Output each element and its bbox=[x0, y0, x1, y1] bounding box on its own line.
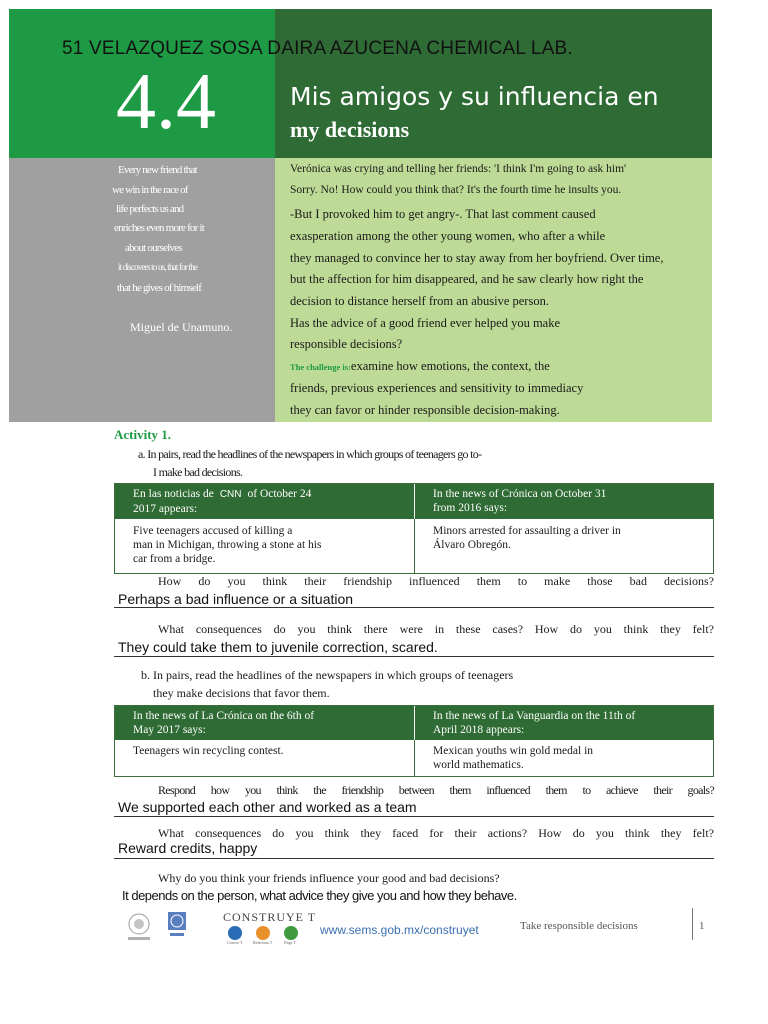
header-text: of October 24 bbox=[247, 488, 312, 500]
table-header-cell bbox=[115, 484, 414, 519]
table-header-row bbox=[115, 484, 713, 519]
footer-divider bbox=[692, 908, 693, 940]
challenge-label: The challenge is: bbox=[290, 362, 351, 372]
relaciona-t-icon bbox=[256, 926, 270, 940]
challenge-line bbox=[290, 359, 550, 374]
intro-line: responsible decisions? bbox=[290, 337, 403, 351]
un-emblem-icon bbox=[168, 912, 186, 942]
question-1: How do you think their friendship influenced them to make those bad decisions? bbox=[158, 574, 714, 588]
quote-line: that he gives of himself bbox=[117, 282, 202, 294]
question-3: Respond how you think the friendship between them influenced them to achieve their goals? bbox=[158, 783, 714, 797]
quote-line: life perfects us and bbox=[116, 203, 184, 215]
question-5: Why do you think your friends influence your good and bad decisions? bbox=[158, 871, 500, 885]
cell-text: Five teenagers accused of killing a bbox=[133, 525, 293, 537]
table-cell bbox=[115, 519, 414, 573]
table-row bbox=[115, 519, 713, 573]
lesson-title-line1: Mis amigos y su influencia en bbox=[290, 82, 659, 111]
cell-text: man in Michigan, throwing a stone at his bbox=[133, 539, 322, 551]
intro-line: Has the advice of a good friend ever helped you make bbox=[290, 316, 561, 330]
answer-3[interactable]: We supported each other and worked as a team bbox=[118, 799, 417, 815]
intro-line: -But I provoked him to get angry-. That last comment caused bbox=[290, 207, 596, 221]
relaciona-t-label: Relaciona T bbox=[253, 940, 273, 945]
cell-text: Mexican youths win gold medal in bbox=[433, 745, 594, 757]
cell-text: Álvaro Obregón. bbox=[433, 539, 511, 551]
header-text: In the news of La Vanguardia on the 11th of bbox=[433, 710, 636, 722]
challenge-line: friends, previous experiences and sensitivity to immediacy bbox=[290, 381, 584, 395]
header-text: In the news of Crónica on October 31 bbox=[433, 488, 607, 500]
footer-section-title: Take responsible decisions bbox=[520, 920, 638, 932]
header-text: April 2018 appears: bbox=[433, 724, 525, 736]
student-line: 51 VELAZQUEZ SOSA DAIRA AZUCENA CHEMICAL LAB. bbox=[62, 38, 573, 59]
question-4: What consequences do you think they faced for their actions? How do you think they felt? bbox=[158, 826, 714, 840]
instruction-b-line2: they make decisions that favor them. bbox=[153, 686, 330, 700]
instruction-a-line2: I make bad decisions. bbox=[153, 465, 243, 479]
table-header-cell bbox=[414, 484, 713, 519]
intro-line: decision to distance herself from an abusive person. bbox=[290, 294, 549, 308]
lesson-title-line2: my decisions bbox=[290, 117, 410, 142]
activity-title: Activity 1. bbox=[114, 427, 172, 442]
table-cell bbox=[414, 740, 713, 776]
cell-text: Teenagers win recycling contest. bbox=[133, 745, 284, 757]
construye-t-logo: CONSTRUYE T bbox=[223, 910, 317, 924]
answer-rule bbox=[114, 607, 714, 608]
quote-line: enriches even more for it bbox=[114, 222, 204, 234]
table-header-cell bbox=[414, 706, 713, 740]
news-table-a bbox=[114, 483, 714, 574]
elige-t-icon bbox=[284, 926, 298, 940]
table-header-row bbox=[115, 706, 713, 740]
table-cell bbox=[414, 519, 713, 573]
header-text: May 2017 says: bbox=[133, 724, 206, 736]
conoce-t-icon bbox=[228, 926, 242, 940]
answer-5[interactable]: It depends on the person, what advice they give you and how they behave. bbox=[122, 888, 517, 903]
quote-line: Every new friend that bbox=[118, 164, 197, 176]
conoce-t-label: Conoce T bbox=[227, 940, 243, 945]
answer-4[interactable]: Reward credits, happy bbox=[118, 840, 258, 856]
intro-line: but the affection for him disappeared, and he saw clearly how right the bbox=[290, 272, 644, 286]
intro-line: exasperation among the other young women, who after a while bbox=[290, 229, 606, 243]
lesson-number: 4.4 bbox=[116, 58, 216, 146]
answer-rule bbox=[114, 656, 714, 657]
sep-seal-icon bbox=[125, 912, 153, 944]
elige-t-label: Elige T bbox=[284, 940, 296, 945]
intro-line: Sorry. No! How could you think that? It's the fourth time he insults you. bbox=[290, 184, 622, 196]
cnn-logo: CNN bbox=[219, 489, 242, 500]
challenge-line: they can favor or hinder responsible decision-making. bbox=[290, 403, 560, 417]
cell-text: car from a bridge. bbox=[133, 553, 216, 565]
answer-2[interactable]: They could take them to juvenile correction, scared. bbox=[118, 639, 438, 655]
quote-author: Miguel de Unamuno. bbox=[130, 320, 233, 334]
header-text: 2017 appears: bbox=[133, 503, 198, 515]
intro-line: they managed to convince her to stay away from her boyfriend. Over time, bbox=[290, 251, 664, 265]
header-text: En las noticias de bbox=[133, 488, 214, 500]
footer-url-link[interactable]: www.sems.gob.mx/construyet bbox=[320, 923, 479, 937]
quote-line: it discovers to us, that for the bbox=[118, 262, 198, 272]
header-text: In the news of La Crónica on the 6th of bbox=[133, 710, 315, 722]
question-2: What consequences do you think there were in these cases? How do you think they felt? bbox=[158, 622, 714, 636]
table-header-cell bbox=[115, 706, 414, 740]
table-row bbox=[115, 740, 713, 776]
page-number: 1 bbox=[699, 920, 705, 932]
quote-line: about ourselves bbox=[125, 242, 182, 254]
answer-1[interactable]: Perhaps a bad influence or a situation bbox=[118, 591, 354, 607]
cell-text: world mathematics. bbox=[433, 759, 524, 771]
answer-rule bbox=[114, 858, 714, 859]
table-cell bbox=[115, 740, 414, 776]
instruction-b-line1: b. In pairs, read the headlines of the newspapers in which groups of teenagers bbox=[141, 668, 514, 682]
news-table-b bbox=[114, 705, 714, 777]
quote-line: we win in the race of bbox=[112, 184, 188, 196]
instruction-a-line1: a. In pairs, read the headlines of the newspapers in which groups of teenagers go to- bbox=[138, 447, 482, 461]
challenge-text: examine how emotions, the context, the bbox=[350, 359, 550, 373]
cell-text: Minors arrested for assaulting a driver in bbox=[433, 525, 621, 537]
header-text: from 2016 says: bbox=[433, 502, 508, 514]
answer-rule bbox=[114, 816, 714, 817]
intro-line: Verónica was crying and telling her friends: 'I think I'm going to ask him' bbox=[290, 163, 627, 175]
